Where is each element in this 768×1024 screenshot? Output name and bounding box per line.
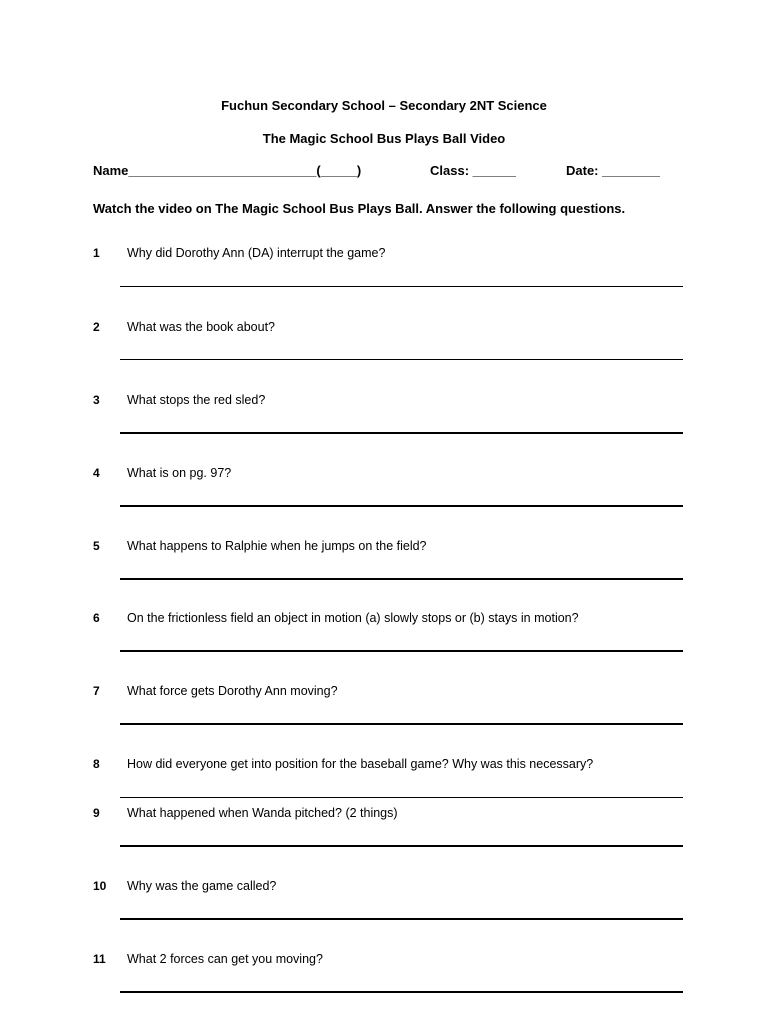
question-text: What 2 forces can get you moving? — [127, 952, 323, 966]
answer-line[interactable] — [120, 797, 683, 798]
answer-line[interactable] — [120, 918, 683, 920]
name-field: Name__________________________(_____) — [93, 163, 362, 178]
answer-line[interactable] — [120, 286, 683, 287]
question-number: 8 — [93, 757, 100, 771]
answer-line[interactable] — [120, 991, 683, 993]
answer-line[interactable] — [120, 505, 683, 507]
question-text: What was the book about? — [127, 320, 276, 334]
answer-line[interactable] — [120, 432, 683, 434]
question-text: What happened when Wanda pitched? (2 things) — [127, 806, 398, 820]
question-text: On the frictionless field an object in motion (a) slowly stops or (b) stays in motion? — [127, 611, 579, 625]
question-text: How did everyone get into position for the baseball game? Why was this necessary? — [127, 757, 594, 771]
question-text: What happens to Ralphie when he jumps on the field? — [127, 539, 427, 553]
answer-line[interactable] — [120, 578, 683, 580]
question-text: What is on pg. 97? — [127, 466, 232, 480]
question-number: 7 — [93, 684, 100, 698]
answer-line[interactable] — [120, 845, 683, 847]
question-number: 1 — [93, 246, 100, 260]
question-number: 9 — [93, 806, 100, 820]
worksheet-subtitle: The Magic School Bus Plays Ball Video — [262, 131, 506, 146]
question-number: 3 — [93, 393, 100, 407]
answer-line[interactable] — [120, 723, 683, 725]
class-field: Class: ______ — [430, 163, 517, 178]
question-number: 4 — [93, 466, 100, 480]
question-text: Why did Dorothy Ann (DA) interrupt the game? — [127, 246, 386, 260]
question-number: 5 — [93, 539, 100, 553]
question-number: 11 — [93, 952, 106, 966]
school-title: Fuchun Secondary School – Secondary 2NT Science — [221, 98, 547, 113]
date-field: Date: ________ — [566, 163, 660, 178]
question-number: 6 — [93, 611, 100, 625]
question-number: 2 — [93, 320, 100, 334]
question-number: 10 — [93, 879, 107, 893]
question-text: What force gets Dorothy Ann moving? — [127, 684, 338, 698]
answer-line[interactable] — [120, 359, 683, 360]
question-text: Why was the game called? — [127, 879, 277, 893]
instructions: Watch the video on The Magic School Bus Plays Ball. Answer the following questions. — [93, 201, 626, 216]
question-text: What stops the red sled? — [127, 393, 266, 407]
answer-line[interactable] — [120, 650, 683, 652]
